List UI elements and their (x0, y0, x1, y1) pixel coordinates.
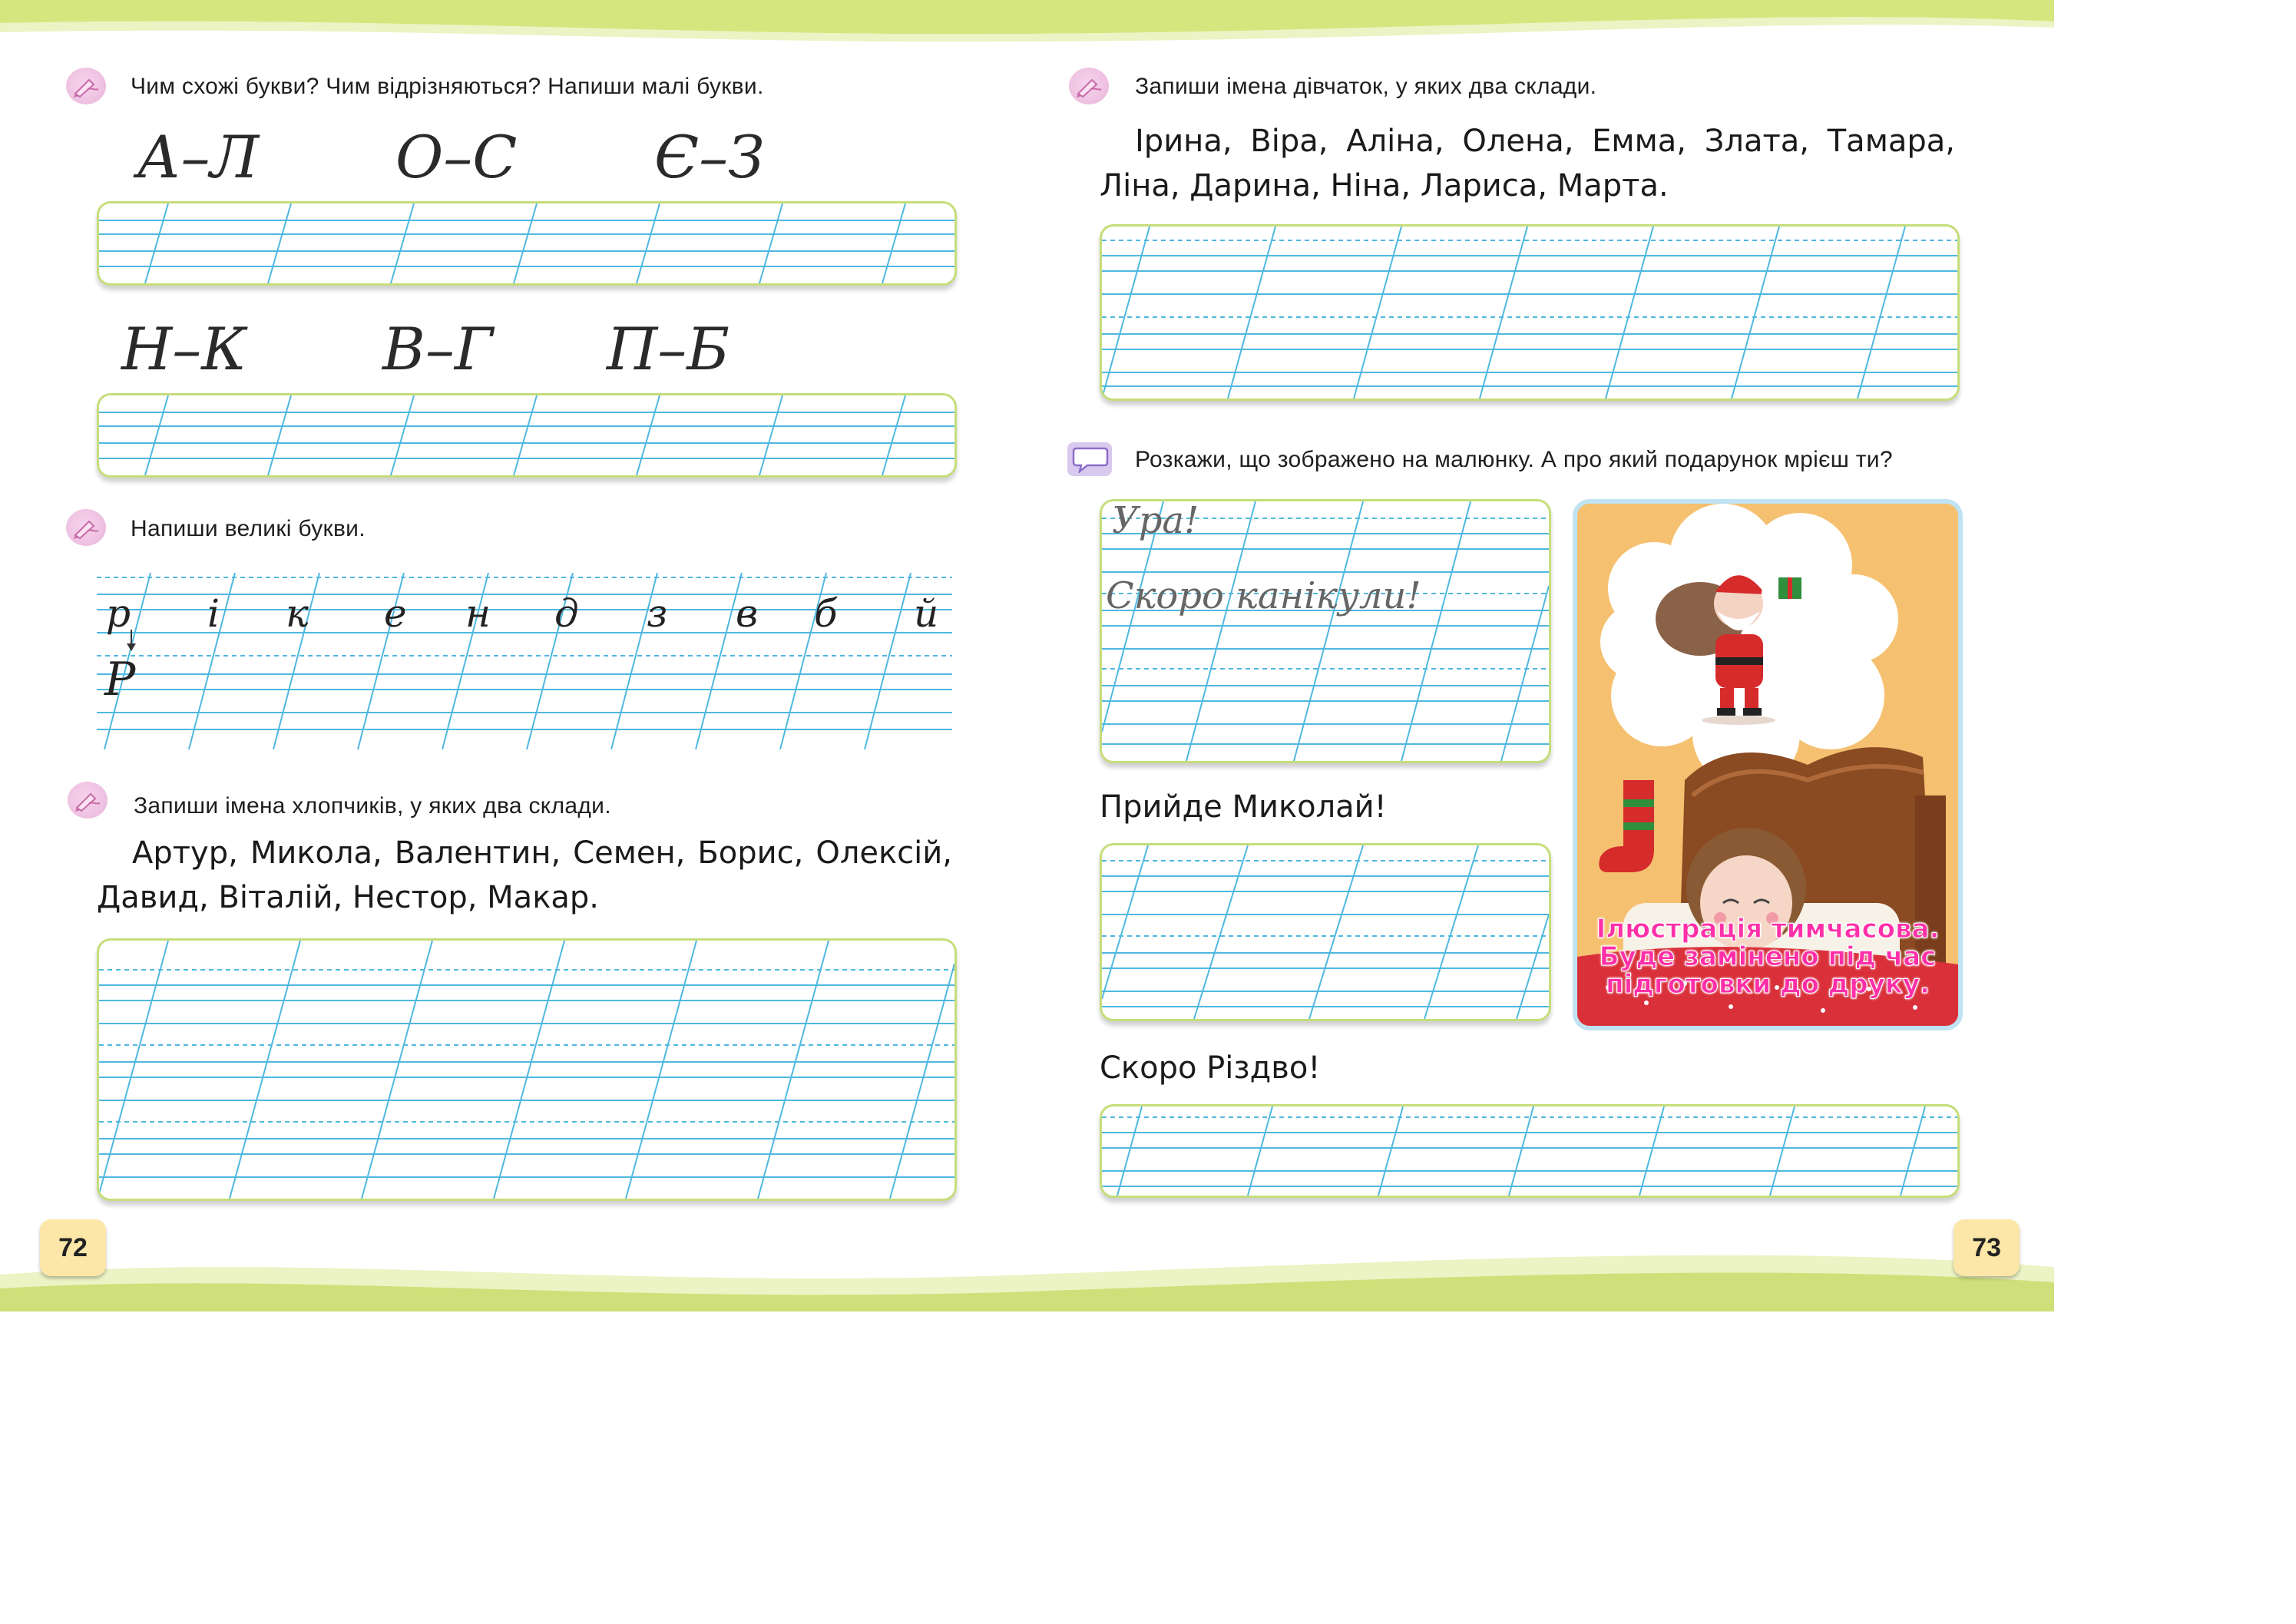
letter: б (814, 591, 838, 636)
sample-handwriting: Ура! (1112, 499, 1199, 542)
letter: в (736, 591, 759, 636)
phrase-heading: Прийде Миколай! (1100, 789, 1387, 825)
letter: р (106, 591, 131, 636)
letter-pair: О–С (395, 123, 518, 191)
girls-names-text: Ірина, Віра, Аліна, Олена, Емма, Злата, Тамара, Ліна, Дарина, Ніна, Лариса, Марта. (1100, 124, 1955, 203)
boys-names-text: Артур, Микола, Валентин, Семен, Борис, Олексій, Давид, Віталій, Нестор, Макар. (97, 835, 952, 915)
page-number: 72 (40, 1219, 106, 1276)
arrow-down-icon (126, 630, 137, 653)
writing-lines[interactable] (1100, 224, 1960, 401)
task-instruction: Запиши імена дівчаток, у яких два склади. (1135, 74, 1597, 99)
writing-lines[interactable] (1100, 1104, 1960, 1198)
task-instruction: Чим схожі букви? Чим відрізняються? Напиши малі букви. (131, 74, 764, 99)
writing-lines[interactable] (97, 201, 957, 286)
task-instruction: Напиши великі букви. (131, 516, 366, 541)
sample-handwriting: Скоро канікули! (1106, 574, 1421, 617)
writing-lines[interactable] (1100, 843, 1551, 1021)
letter: н (465, 591, 491, 636)
letter: е (384, 591, 407, 636)
temporary-illustration-notice (1585, 915, 1950, 998)
sample-capital-letter: Р (104, 653, 136, 706)
writing-lines[interactable] (97, 393, 957, 478)
pencil-task-icon (68, 782, 108, 819)
letter: й (914, 591, 939, 636)
task-instruction: Запиши імена хлопчиків, у яких два склади. (134, 793, 611, 819)
letter: д (554, 591, 579, 636)
notice-line: Ілюстрація тимчасова. (1596, 914, 1940, 944)
letter-pair: Є–З (654, 123, 765, 191)
letter-pair: А–Л (137, 123, 259, 191)
letter-pair: В–Г (382, 315, 494, 383)
santa-dream-illustration (1573, 499, 1963, 1030)
writing-lines[interactable] (97, 938, 957, 1201)
speech-bubble-icon (1067, 442, 1112, 476)
page-number: 73 (1954, 1219, 2020, 1276)
notice-line: Буде замінено під час (1599, 941, 1937, 972)
notice-line: підготовки до друку. (1606, 969, 1930, 1000)
letter-pair: Н–К (121, 315, 247, 383)
task-instruction: Розкажи, що зображено на малюнку. А про який подарунок мрієш ти? (1135, 447, 1893, 472)
phrase-heading: Скоро Різдво! (1100, 1050, 1321, 1086)
letter: з (647, 591, 668, 636)
bottom-wave-decoration (0, 1229, 2054, 1311)
letter-pair: П–Б (607, 315, 730, 383)
letter: і (207, 591, 220, 636)
top-wave-decoration (0, 0, 2054, 46)
pencil-task-icon (66, 68, 106, 104)
letter: к (286, 591, 309, 636)
pencil-task-icon (66, 509, 106, 546)
pencil-task-icon (1069, 68, 1109, 104)
